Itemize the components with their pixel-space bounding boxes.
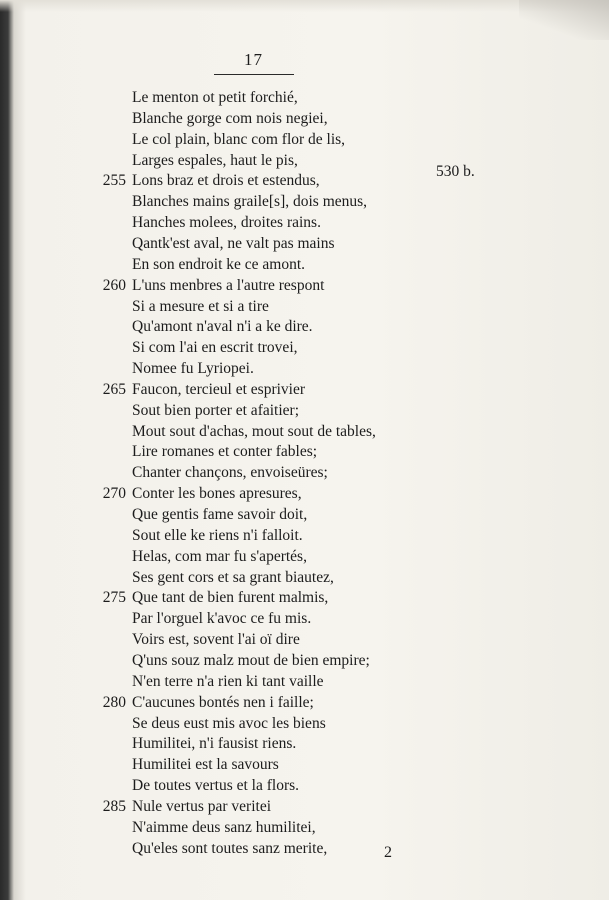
line-number (96, 130, 126, 150)
verse-text: En son endroit ke ce amont. (132, 256, 306, 273)
verse-text: N'aimme deus sanz humilitei, (132, 819, 316, 836)
page-number: 17 (244, 50, 263, 69)
line-number (96, 630, 126, 650)
line-number (96, 297, 126, 317)
verse-text: Qantk'est aval, ne valt pas mains (132, 235, 335, 252)
line-number (96, 734, 126, 754)
verse-text: Par l'orguel k'avoc ce fu mis. (132, 610, 312, 627)
verse-text: Mout sout d'achas, mout sout de tables, (132, 423, 376, 440)
line-number (96, 192, 126, 212)
verse-text: Qu'eles sont toutes sanz merite, (132, 840, 328, 857)
verse-text: L'uns menbres a l'autre respont (132, 277, 325, 294)
page-top-edge (0, 0, 609, 12)
verse-text: Q'uns souz malz mout de bien empire; (132, 652, 370, 669)
line-number (96, 568, 126, 588)
line-number (96, 526, 126, 546)
line-number (96, 234, 126, 254)
line-number (96, 714, 126, 734)
line-number (96, 547, 126, 567)
line-number: 255 (102, 172, 126, 189)
verse-text: Humilitei est la savours (132, 756, 279, 773)
verse-text: Ses gent cors et sa grant biautez, (132, 569, 334, 586)
line-number (96, 442, 126, 462)
margin-reference: 530 b. (436, 163, 475, 180)
verse-text: Nomee fu Lyriopei. (132, 360, 254, 377)
line-number (96, 213, 126, 233)
page-corner-shadow (519, 0, 609, 40)
verse-text: Larges espales, haut le pis, (132, 152, 298, 169)
line-number: 275 (102, 589, 126, 606)
verse-text: De toutes vertus et la flors. (132, 777, 300, 794)
line-number: 280 (102, 694, 126, 711)
line-number (96, 151, 126, 171)
verse-text: Lons braz et drois et estendus, (132, 172, 320, 189)
verse-text: N'en terre n'a rien ki tant vaille (132, 673, 324, 690)
verse-text: Blanche gorge com nois negiei, (132, 110, 328, 127)
line-number: 270 (102, 485, 126, 502)
line-number (96, 401, 126, 421)
verse-text: Faucon, tercieul et esprivier (132, 381, 306, 398)
line-number (96, 651, 126, 671)
verse-text: Conter les bones apresures, (132, 485, 302, 502)
verse-text: Humilitei, n'i fausist riens. (132, 735, 297, 752)
line-number (96, 317, 126, 337)
line-number: 260 (102, 277, 126, 294)
verse-text: Le col plain, blanc com flor de lis, (132, 131, 346, 148)
verse-text: Que gentis fame savoir doit, (132, 506, 308, 523)
signature-mark: 2 (384, 844, 392, 861)
line-number (96, 422, 126, 442)
line-number (96, 776, 126, 796)
verse-text: Blanches mains graile[s], dois menus, (132, 193, 368, 210)
line-number (96, 672, 126, 692)
verse-text: Qu'amont n'aval n'i a ke dire. (132, 318, 313, 335)
verse-text: C'aucunes bontés nen i faille; (132, 694, 314, 711)
verse-text: Se deus eust mis avoc les biens (132, 715, 326, 732)
verse-text: Si com l'ai en escrit trovei, (132, 339, 298, 356)
verse-text: Si a mesure et si a tire (132, 298, 269, 315)
line-number (96, 505, 126, 525)
line-number (96, 755, 126, 775)
line-number (96, 338, 126, 358)
verse-text: Nule vertus par veritei (132, 798, 272, 815)
verse-text: Voirs est, sovent l'ai oï dire (132, 631, 300, 648)
verse-text: Le menton ot petit forchié, (132, 89, 298, 106)
line-number (96, 818, 126, 838)
line-number (96, 255, 126, 275)
verse-text: Sout elle ke riens n'i falloit. (132, 527, 303, 544)
line-number (96, 359, 126, 379)
line-number: 285 (102, 798, 126, 815)
verse-text: Chanter chançons, envoiseüres; (132, 464, 328, 481)
verse-text: Que tant de bien furent malmis, (132, 589, 329, 606)
line-number (96, 463, 126, 483)
line-number (96, 609, 126, 629)
line-number (96, 88, 126, 108)
line-number (96, 109, 126, 129)
verse-text: Hanches molees, droites rains. (132, 214, 321, 231)
page-number-rule (214, 74, 294, 75)
line-number (96, 839, 126, 859)
verse-text: Helas, com mar fu s'apertés, (132, 548, 307, 565)
verse-text: Lire romanes et conter fables; (132, 443, 318, 460)
line-number: 265 (102, 381, 126, 398)
verse-text: Sout bien porter et afaitier; (132, 402, 299, 419)
